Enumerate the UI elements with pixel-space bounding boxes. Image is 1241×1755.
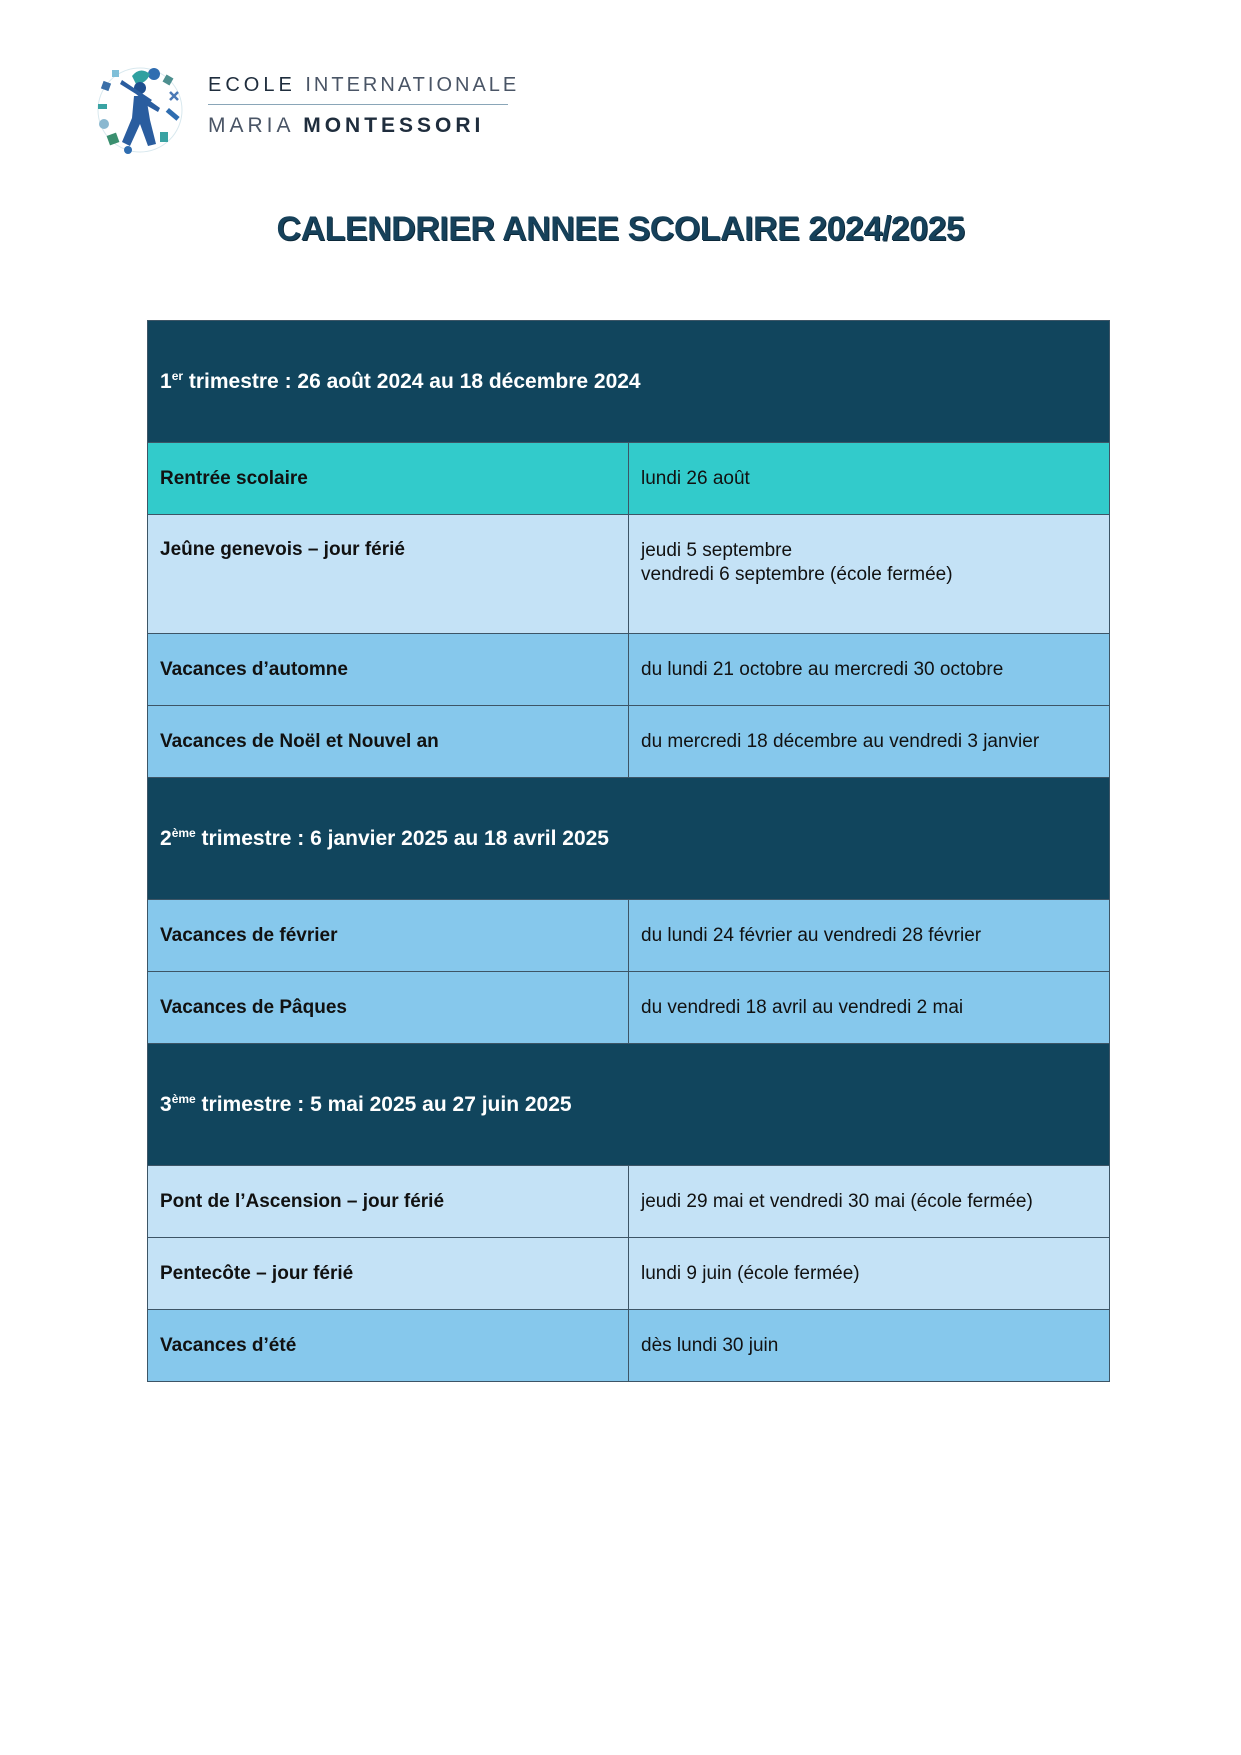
school-logo-icon — [90, 62, 190, 157]
brand-divider — [208, 104, 508, 105]
table-row — [148, 1238, 1110, 1310]
brand-word-maria: MARIA — [208, 114, 294, 137]
brand-word-internationale: INTERNATIONALE — [305, 74, 520, 96]
table-row — [148, 515, 1110, 634]
school-header — [90, 62, 530, 157]
table-row — [148, 1310, 1110, 1382]
term-title: 2ème trimestre : 6 janvier 2025 au 18 avril 2025 — [148, 778, 1110, 900]
row-label: Jeûne genevois – jour férié — [148, 515, 629, 634]
row-value: du vendredi 18 avril au vendredi 2 mai — [629, 972, 1110, 1044]
row-value: jeudi 29 mai et vendredi 30 mai (école fermée) — [629, 1166, 1110, 1238]
row-label: Pont de l’Ascension – jour férié — [148, 1166, 629, 1238]
page-title: CALENDRIER ANNEE SCOLAIRE 2024/2025 — [276, 210, 965, 248]
brand-word-ecole: ECOLE — [208, 74, 296, 96]
row-value: du lundi 21 octobre au mercredi 30 octobre — [629, 634, 1110, 706]
term-header-3 — [148, 1044, 1110, 1166]
row-label: Vacances d’été — [148, 1310, 629, 1382]
term-header-2 — [148, 778, 1110, 900]
row-value: du lundi 24 février au vendredi 28 février — [629, 900, 1110, 972]
calendar-table — [147, 320, 1110, 1382]
row-value: lundi 26 août — [629, 443, 1110, 515]
table-row — [148, 634, 1110, 706]
brand-word-montessori: MONTESSORI — [303, 114, 485, 137]
row-label: Vacances de Pâques — [148, 972, 629, 1044]
term-title: 1er trimestre : 26 août 2024 au 18 décembre 2024 — [148, 321, 1110, 443]
row-label: Vacances d’automne — [148, 634, 629, 706]
table-row — [148, 972, 1110, 1044]
table-row — [148, 1166, 1110, 1238]
row-label: Vacances de février — [148, 900, 629, 972]
row-value: dès lundi 30 juin — [629, 1310, 1110, 1382]
table-row — [148, 706, 1110, 778]
row-value: jeudi 5 septembre vendredi 6 septembre (école fermée) — [629, 515, 1110, 634]
row-value: du mercredi 18 décembre au vendredi 3 janvier — [629, 706, 1110, 778]
term-header-1 — [148, 321, 1110, 443]
table-row — [148, 900, 1110, 972]
school-name — [208, 72, 528, 139]
table-row — [148, 443, 1110, 515]
row-label: Rentrée scolaire — [148, 443, 629, 515]
row-label: Vacances de Noël et Nouvel an — [148, 706, 629, 778]
row-label: Pentecôte – jour férié — [148, 1238, 629, 1310]
term-title: 3ème trimestre : 5 mai 2025 au 27 juin 2025 — [148, 1044, 1110, 1166]
row-value: lundi 9 juin (école fermée) — [629, 1238, 1110, 1310]
